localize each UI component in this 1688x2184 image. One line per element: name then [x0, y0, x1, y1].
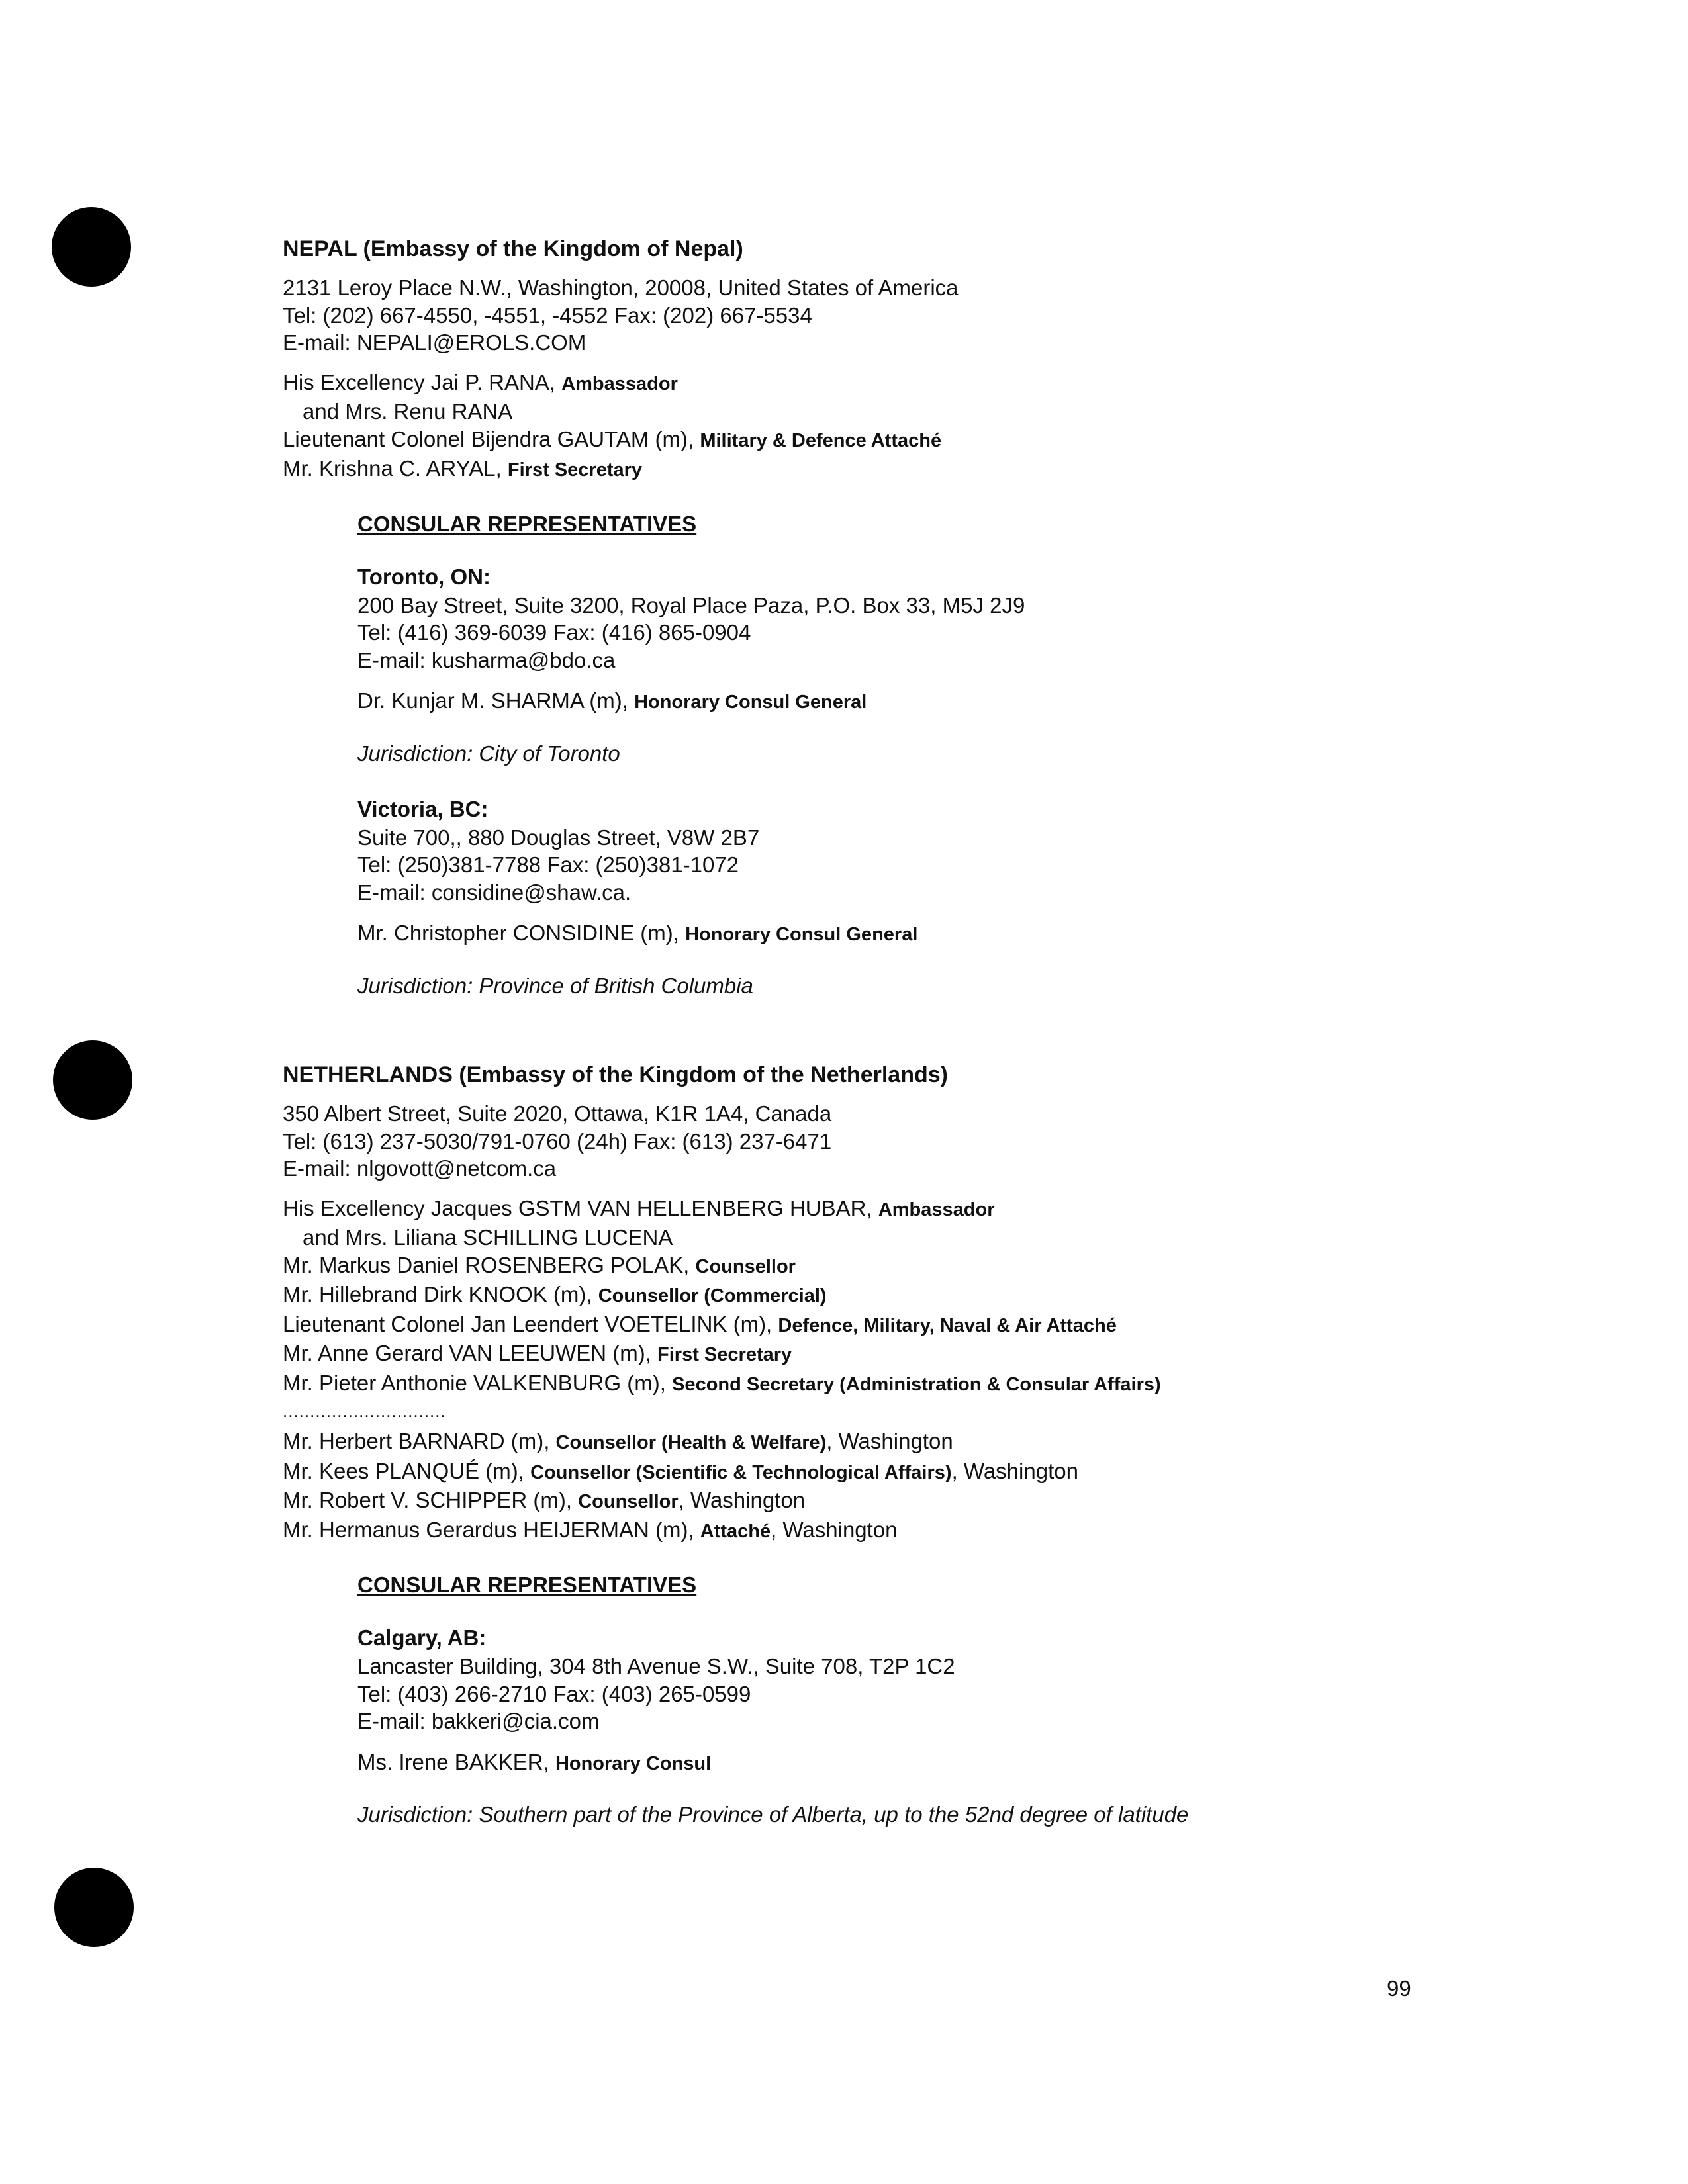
- binder-hole: [54, 1868, 134, 1947]
- staff-list: [283, 1195, 1593, 1399]
- consulate-tel: Tel: (403) 266-2710 Fax: (403) 265-0599: [357, 1681, 751, 1706]
- washington-staff-list: [283, 1428, 1593, 1545]
- staff-entry: Mr. Hillebrand Dirk KNOOK (m), Counsellor (Commercial): [283, 1282, 827, 1306]
- consulate-email: E-mail: kusharma@bdo.ca: [357, 647, 616, 672]
- embassy-address: 2131 Leroy Place N.W., Washington, 20008, United States of America: [283, 275, 959, 300]
- page-number: 99: [1387, 1976, 1411, 2001]
- jurisdiction: Jurisdiction: City of Toronto: [357, 741, 620, 766]
- embassy-tel: Tel: (202) 667-4550, -4551, -4552 Fax: (202) 667-5534: [283, 302, 812, 328]
- embassy-address: 350 Albert Street, Suite 2020, Ottawa, K1R 1A4, Canada: [283, 1101, 832, 1126]
- netherlands-section: [283, 1059, 1593, 1829]
- consulate-address: 200 Bay Street, Suite 3200, Royal Place Paza, P.O. Box 33, M5J 2J9: [357, 592, 1025, 617]
- country-title: NEPAL (Embassy of the Kingdom of Nepal): [283, 236, 743, 261]
- consulate-address: Suite 700,, 880 Douglas Street, V8W 2B7: [357, 825, 760, 850]
- country-title: NETHERLANDS (Embassy of the Kingdom of the Netherlands): [283, 1062, 948, 1087]
- staff-entry: Lieutenant Colonel Bijendra GAUTAM (m), Military & Defence Attaché: [283, 426, 942, 451]
- staff-entry: His Excellency Jacques GSTM VAN HELLENBERG HUBAR, Ambassador: [283, 1195, 995, 1220]
- consulate-city: Victoria, BC:: [357, 796, 489, 821]
- consul-entry: Ms. Irene BAKKER, Honorary Consul: [357, 1749, 712, 1774]
- consulate-address: Lancaster Building, 304 8th Avenue S.W., Suite 708, T2P 1C2: [357, 1654, 955, 1678]
- embassy-email: E-mail: NEPALI@EROLS.COM: [283, 330, 586, 355]
- separator-dots: ..............................: [283, 1401, 446, 1421]
- consular-block: [283, 510, 1593, 1001]
- consulate-city: Calgary, AB:: [357, 1625, 487, 1650]
- staff-entry: Lieutenant Colonel Jan Leendert VOETELINK (m), Defence, Military, Naval & Air Attaché: [283, 1311, 1117, 1336]
- embassy-tel: Tel: (613) 237-5030/791-0760 (24h) Fax: (613) 237-6471: [283, 1128, 832, 1154]
- staff-entry: Mr. Krishna C. ARYAL, First Secretary: [283, 456, 643, 480]
- consulate-email: E-mail: bakkeri@cia.com: [357, 1709, 600, 1733]
- embassy-email: E-mail: nlgovott@netcom.ca: [283, 1156, 557, 1181]
- binder-hole: [53, 1040, 132, 1120]
- consular-block: [283, 1570, 1593, 1829]
- consular-header: CONSULAR REPRESENTATIVES: [357, 511, 697, 536]
- consulate-city: Toronto, ON:: [357, 564, 491, 589]
- staff-entry: Mr. Kees PLANQUÉ (m), Counsellor (Scientific & Technological Affairs), Washington: [283, 1458, 1078, 1483]
- staff-entry: Mr. Herbert BARNARD (m), Counsellor (Health & Welfare), Washington: [283, 1429, 953, 1453]
- binder-hole: [52, 207, 131, 287]
- staff-entry: and Mrs. Renu RANA: [303, 399, 513, 424]
- staff-entry: Mr. Pieter Anthonie VALKENBURG (m), Second Secretary (Administration & Consular Affairs): [283, 1370, 1161, 1395]
- consulate-tel: Tel: (416) 369-6039 Fax: (416) 865-0904: [357, 620, 751, 645]
- consul-entry: Mr. Christopher CONSIDINE (m), Honorary Consul General: [357, 921, 918, 945]
- jurisdiction: Jurisdiction: Southern part of the Province of Alberta, up to the 52nd degree of latitude: [357, 1802, 1189, 1827]
- consulate-tel: Tel: (250)381-7788 Fax: (250)381-1072: [357, 852, 739, 877]
- staff-entry: and Mrs. Liliana SCHILLING LUCENA: [303, 1225, 673, 1250]
- consulate-email: E-mail: considine@shaw.ca.: [357, 880, 632, 905]
- staff-entry: Mr. Hermanus Gerardus HEIJERMAN (m), Attaché, Washington: [283, 1517, 898, 1542]
- nepal-section: [283, 233, 1593, 1001]
- consul-entry: Dr. Kunjar M. SHARMA (m), Honorary Consul General: [357, 688, 867, 713]
- jurisdiction: Jurisdiction: Province of British Columbia: [357, 973, 753, 998]
- staff-list: [283, 369, 1593, 484]
- staff-entry: His Excellency Jai P. RANA, Ambassador: [283, 369, 678, 394]
- staff-entry: Mr. Robert V. SCHIPPER (m), Counsellor, Washington: [283, 1488, 806, 1512]
- staff-entry: Mr. Anne Gerard VAN LEEUWEN (m), First Secretary: [283, 1341, 792, 1365]
- staff-entry: Mr. Markus Daniel ROSENBERG POLAK, Counsellor: [283, 1252, 796, 1277]
- consular-header: CONSULAR REPRESENTATIVES: [357, 1572, 697, 1597]
